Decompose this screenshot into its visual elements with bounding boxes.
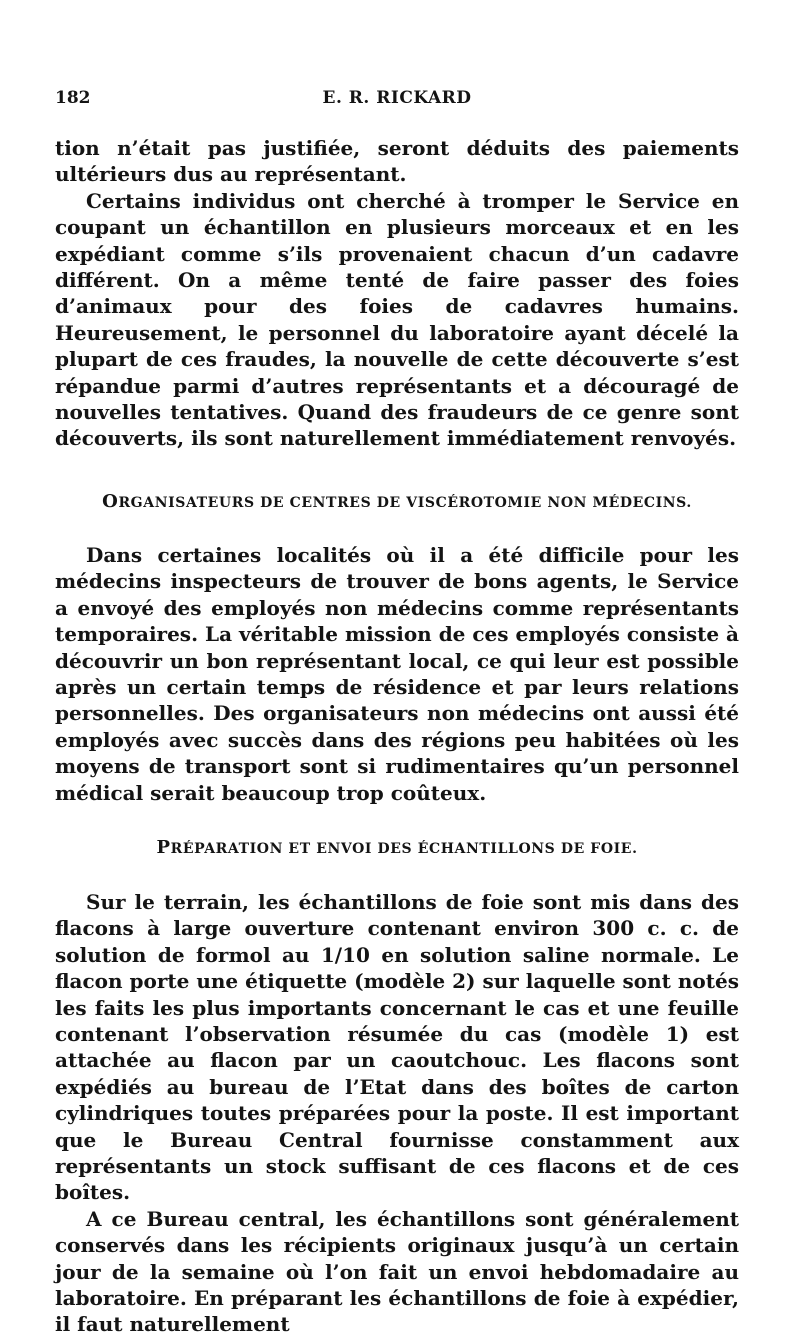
paragraph-bureau-central: A ce Bureau central, les échantillons sont généralement conservés dans les récipients originaux jusqu’à un certain jour de la semaine où l’on fait un envoi hebdomadaire au laboratoire. En préparant les échantillons de foie à expédier, il faut naturellement [55,1206,739,1337]
paragraph-terrain: Sur le terrain, les échantillons de foie sont mis dans des flacons à large ouverture contenant environ 300 c. c. de solution de formol au 1/10 en solution saline normale. Le flacon porte une étiquette (modèle 2) sur laquelle sont notés les faits les plus importants concernant le cas et une feuille contenant l’observation résumée du cas (modèle 1) est attachée au flacon par un caoutchouc. Les flacons sont expédiés au bureau de l’Etat dans des boîtes de carton cylindriques toutes préparées pour la poste. Il est important que le Bureau Central fournisse constamment aux représentants un stock suffisant de ces flacons et de ces boîtes. [55,889,739,1205]
heading-initial: O [102,490,119,512]
paragraph-continuation: tion n’était pas justifiée, seront déduits des paiements ultérieurs dus au représentant. [55,136,739,187]
section-heading-preparation [55,838,739,859]
running-head-author: E. R. RICKARD [322,88,472,108]
paragraph-organisateurs: Dans certaines localités où il a été difficile pour les médecins inspecteurs de trouver de bons agents, le Service a envoyé des employés non médecins comme représentants temporaires. La véritable mission de ces employés consiste à découvrir un bon représentant local, ce qui leur est possible après un certain temps de résidence et par leurs relations personnelles. Des organisateurs non médecins ont aussi été employés avec succès dans des régions peu habitées où les moyens de transport sont si rudimentaires qu’un personnel médical serait beaucoup trop coûteux. [55,542,739,805]
heading-text: RGANISATEURS DE CENTRES DE VISCÉROTOMIE NON MÉDECINS. [118,494,692,511]
heading-initial: P [156,836,171,858]
heading-text: RÉPARATION ET ENVOI DES ÉCHANTILLONS DE FOIE. [170,840,638,857]
paragraph-fraud: Certains individus ont cherché à tromper le Service en coupant un échantillon en plusieurs morceaux et en les expédiant comme s’ils provenaient chacun d’un cadavre différent. On a même tenté de faire passer des foies d’animaux pour des foies de cadavres humains. Heureusement, le personnel du laboratoire ayant décelé la plupart de ces fraudes, la nouvelle de cette découverte s’est répandue parmi d’autres représentants et a découragé de nouvelles tentatives. Quand des fraudeurs de ce genre sont découverts, ils sont naturellement immédiatement renvoyés. [55,188,739,451]
book-page [55,88,739,1338]
page-number: 182 [55,88,91,108]
running-head [55,88,739,116]
section-heading-organisateurs [55,492,739,513]
